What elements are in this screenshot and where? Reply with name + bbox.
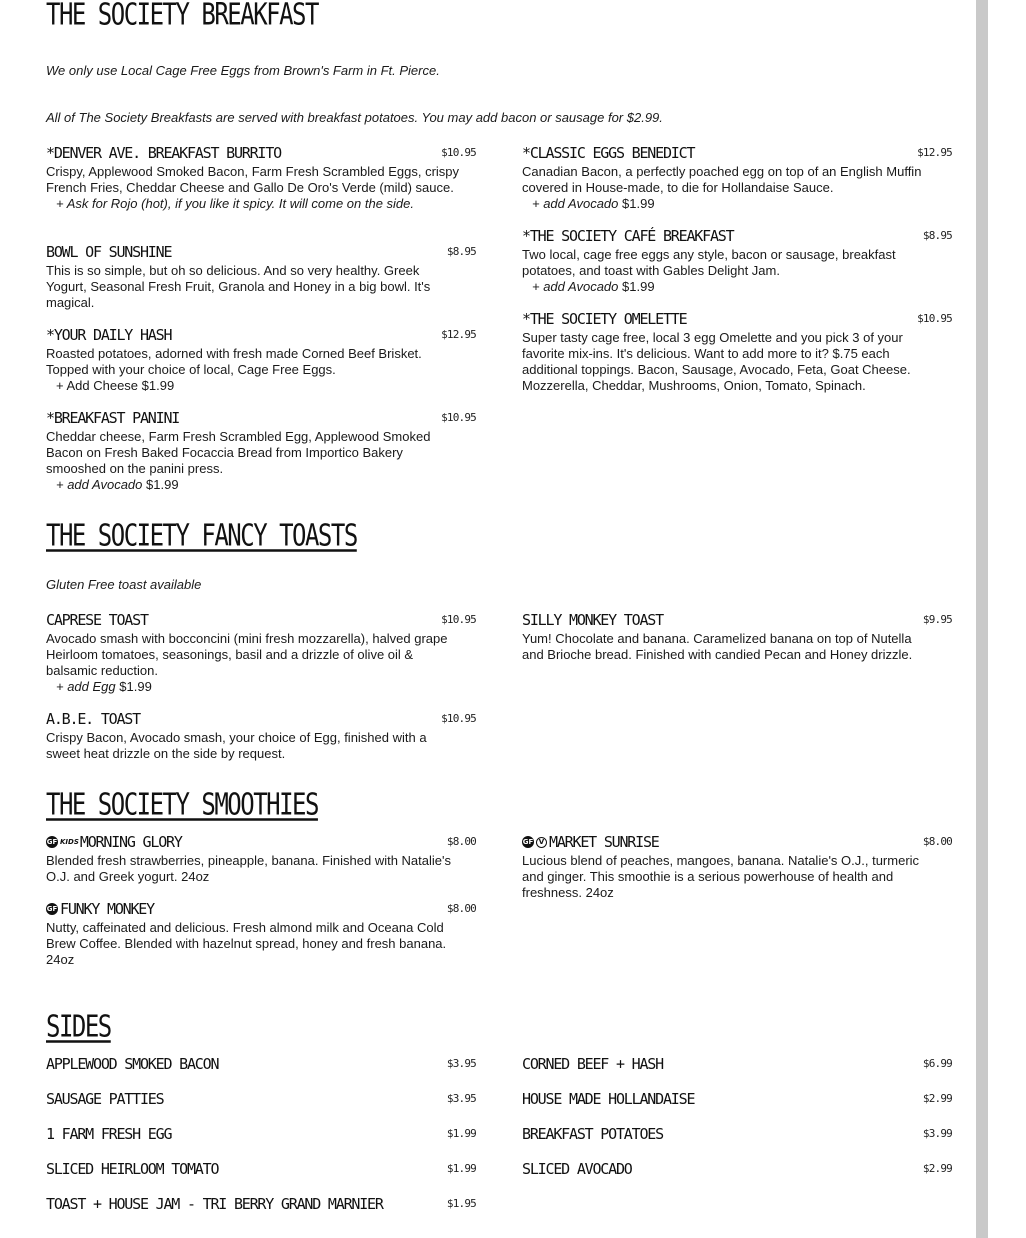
side-name: APPLEWOOD SMOKED BACON — [46, 1055, 219, 1073]
item-name: GF FUNKY MONKEY — [46, 900, 154, 918]
item-addon: + Add Cheese $1.99 — [56, 378, 175, 393]
item-description: Super tasty cage free, local 3 egg Omelette and you pick 3 of your favorite mix-ins. It's delicious. Want to add more to it? $.75 each additional toppings. Bacon, Sausage, Avocado, Feta, Goat Cheese. Mozzerella, Cheddar, Mushrooms, Onion, Tomato, Spinach. — [522, 330, 911, 393]
item-addon: + add Avocado $1.99 — [56, 477, 179, 492]
item-name: *CLASSIC EGGS BENEDICT — [522, 144, 695, 162]
item-price: $8.95 — [922, 229, 952, 242]
item-description: Crispy, Applewood Smoked Bacon, Farm Fresh Scrambled Eggs, crispy French Fries, Cheddar Cheese and Gallo De Oro's Verde (mild) sauce. — [46, 164, 460, 195]
side-item — [46, 1090, 476, 1108]
item-addon: + add Egg $1.99 — [56, 679, 152, 694]
eggs-note: We only use Local Cage Free Eggs from Brown's Farm in Ft. Pierce. — [46, 63, 440, 78]
side-name: SLICED AVOCADO — [522, 1160, 632, 1178]
menu-item — [46, 611, 476, 695]
item-name: A.B.E. TOAST — [46, 710, 140, 728]
menu-item — [522, 227, 952, 295]
side-item — [522, 1055, 952, 1073]
item-price: $10.95 — [441, 712, 476, 725]
side-price: $2.99 — [922, 1092, 952, 1105]
item-price: $8.00 — [446, 902, 476, 915]
gluten-free-icon: GF — [522, 838, 534, 846]
item-price: $8.00 — [446, 835, 476, 848]
menu-item — [522, 833, 952, 901]
item-description: Nutty, caffeinated and delicious. Fresh almond milk and Oceana Cold Brew Coffee. Blended with hazelnut spread, honey and fresh banana. 24oz — [46, 920, 447, 967]
breakfast-heading: THE SOCIETY BREAKFAST — [46, 0, 318, 32]
item-price: $9.95 — [922, 613, 952, 626]
side-item — [46, 1125, 476, 1143]
side-price: $1.99 — [446, 1162, 476, 1175]
potatoes-note: All of The Society Breakfasts are served with breakfast potatoes. You may add bacon or sausage for $2.99. — [46, 110, 663, 125]
side-item — [46, 1055, 476, 1073]
side-name: SLICED HEIRLOOM TOMATO — [46, 1160, 219, 1178]
item-price: $8.95 — [446, 245, 476, 258]
side-name: CORNED BEEF + HASH — [522, 1055, 663, 1073]
item-name: *THE SOCIETY CAFÉ BREAKFAST — [522, 227, 734, 245]
item-price: $10.95 — [441, 411, 476, 424]
item-name: CAPRESE TOAST — [46, 611, 148, 629]
gluten-free-icon: GF — [46, 838, 58, 846]
kids-icon: KIDS — [60, 838, 79, 846]
menu-item — [46, 409, 476, 493]
menu-item — [46, 710, 476, 762]
item-price: $12.95 — [917, 146, 952, 159]
side-price: $6.99 — [922, 1057, 952, 1070]
item-price: $10.95 — [441, 613, 476, 626]
side-item — [522, 1125, 952, 1143]
item-price: $8.00 — [922, 835, 952, 848]
item-name: GF KIDS MORNING GLORY — [46, 833, 182, 851]
item-price: $10.95 — [917, 312, 952, 325]
side-price: $1.99 — [446, 1127, 476, 1140]
item-name: *DENVER AVE. BREAKFAST BURRITO — [46, 144, 281, 162]
menu-item — [522, 310, 952, 394]
item-description: Roasted potatoes, adorned with fresh made Corned Beef Brisket. Topped with your choice of local, Cage Free Eggs. — [46, 346, 422, 377]
side-price: $3.99 — [922, 1127, 952, 1140]
side-name: 1 FARM FRESH EGG — [46, 1125, 172, 1143]
item-addon: + add Avocado $1.99 — [532, 279, 655, 294]
gluten-free-icon: GF — [46, 905, 58, 913]
side-name: SAUSAGE PATTIES — [46, 1090, 164, 1108]
item-addon: + Ask for Rojo (hot), if you like it spicy. It will come on the side. — [56, 196, 414, 211]
item-description: Cheddar cheese, Farm Fresh Scrambled Egg, Applewood Smoked Bacon on Fresh Baked Focaccia Bread from Importico Bakery smooshed on the panini press. — [46, 429, 431, 476]
side-item — [522, 1160, 952, 1178]
menu-item — [522, 611, 952, 663]
item-description: Yum! Chocolate and banana. Caramelized banana on top of Nutella and Brioche bread. Finished with candied Pecan and Honey drizzle. — [522, 631, 913, 662]
side-item — [46, 1160, 476, 1178]
item-name: *YOUR DAILY HASH — [46, 326, 172, 344]
item-name: *BREAKFAST PANINI — [46, 409, 180, 427]
item-price: $12.95 — [441, 328, 476, 341]
menu-item — [46, 833, 476, 885]
item-name: SILLY MONKEY TOAST — [522, 611, 663, 629]
side-price: $2.99 — [922, 1162, 952, 1175]
side-price: $3.95 — [446, 1092, 476, 1105]
item-name: GF V MARKET SUNRISE — [522, 833, 659, 851]
toasts-heading: THE SOCIETY FANCY TOASTS — [46, 518, 357, 553]
smoothies-heading: THE SOCIETY SMOOTHIES — [46, 787, 318, 822]
item-description: Crispy Bacon, Avocado smash, your choice of Egg, finished with a sweet heat drizzle on the side by request. — [46, 730, 427, 761]
gluten-free-note: Gluten Free toast available — [46, 577, 202, 592]
item-price: $10.95 — [441, 146, 476, 159]
side-price: $1.95 — [446, 1197, 476, 1210]
item-addon: + add Avocado $1.99 — [532, 196, 655, 211]
menu-item — [46, 144, 476, 212]
side-name: BREAKFAST POTATOES — [522, 1125, 663, 1143]
item-name: BOWL OF SUNSHINE — [46, 243, 172, 261]
scrollbar-thumb[interactable] — [976, 0, 988, 1238]
menu-item — [522, 144, 952, 212]
item-name: *THE SOCIETY OMELETTE — [522, 310, 687, 328]
item-description: Canadian Bacon, a perfectly poached egg on top of an English Muffin covered in House-made, to die for Hollandaise Sauce. — [522, 164, 922, 195]
menu-item — [46, 900, 476, 968]
item-description: Lucious blend of peaches, mangoes, banana. Natalie's O.J., turmeric and ginger. This smoothie is a serious powerhouse of health and freshness. 24oz — [522, 853, 920, 900]
side-item — [46, 1195, 476, 1213]
sides-heading: SIDES — [46, 1009, 111, 1044]
vegan-icon: V — [536, 837, 547, 848]
side-name: TOAST + HOUSE JAM - TRI BERRY GRAND MARNIER — [46, 1195, 383, 1213]
side-item — [522, 1090, 952, 1108]
side-price: $3.95 — [446, 1057, 476, 1070]
item-description: Blended fresh strawberries, pineapple, banana. Finished with Natalie's O.J. and Greek yogurt. 24oz — [46, 853, 451, 884]
item-description: Avocado smash with bocconcini (mini fresh mozzarella), halved grape Heirloom tomatoes, seasonings, basil and a drizzle of olive oil & balsamic reduction. — [46, 631, 448, 678]
item-description: Two local, cage free eggs any style, bacon or sausage, breakfast potatoes, and toast with Gables Delight Jam. — [522, 247, 896, 278]
menu-item — [46, 326, 476, 394]
menu-item — [46, 243, 476, 311]
side-name: HOUSE MADE HOLLANDAISE — [522, 1090, 695, 1108]
item-description: This is so simple, but oh so delicious. And so very healthy. Greek Yogurt, Seasonal Fresh Fruit, Granola and Honey in a big bowl. It's magical. — [46, 263, 431, 310]
